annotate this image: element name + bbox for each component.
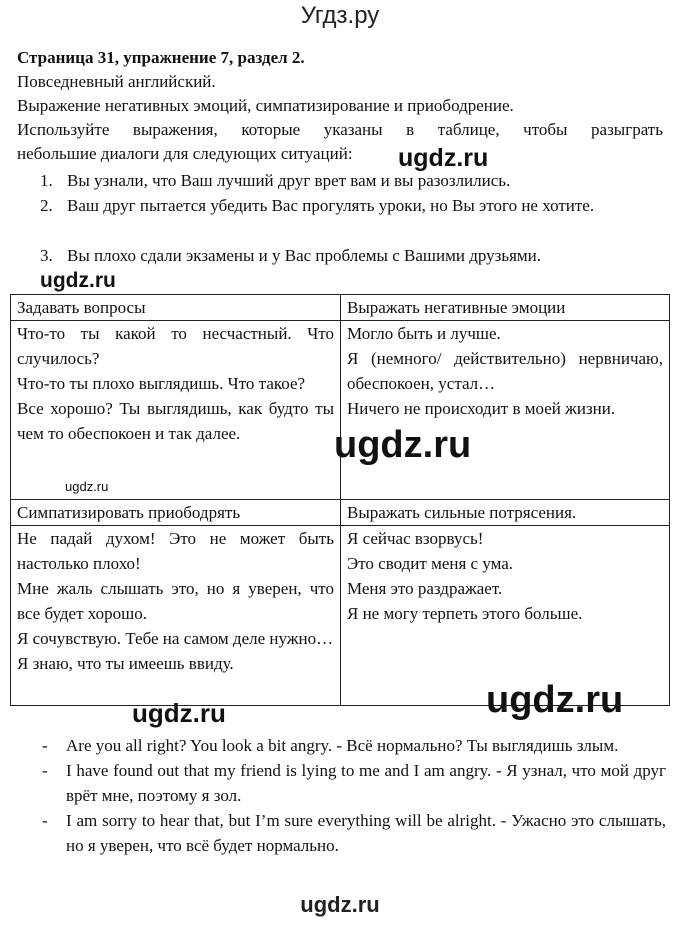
cell-questions: [11, 321, 341, 500]
phrase: Мне жаль слышать это, но я уверен, что все будет хорошо.: [17, 579, 334, 623]
task-instruction-line2: небольшие диалоги для следующих ситуаций:: [17, 144, 353, 163]
phrase: Все хорошо? Ты выглядишь, как будто ты чем то обеспокоен и так далее.: [17, 399, 334, 443]
dialog-text: I am sorry to hear that, but I’m sure everything will be alright. - Ужасно это слышать, но я уверен, что всё будет нормально.: [66, 811, 666, 855]
phrase: Я сочувствую. Тебе на самом деле нужно…: [17, 629, 334, 648]
header-ask-questions: Задавать вопросы: [11, 295, 341, 321]
phrase: Что-то ты плохо выглядишь. Что такое?: [17, 374, 306, 393]
situation-text: Вы плохо сдали экзамены и у Вас проблемы с Вашими друзьями.: [67, 246, 542, 265]
dialog-text: Are you all right? You look a bit angry. - Всё нормально? Ты выглядишь злым.: [66, 736, 619, 755]
situation-text: Ваш друг пытается убедить Вас прогулять уроки, но Вы этого не хотите.: [67, 196, 595, 215]
situation-number: 3.: [40, 246, 53, 265]
phrase: Могло быть и лучше.: [347, 324, 501, 343]
watermark: ugdz.ru: [65, 479, 109, 494]
dialog-item: [42, 758, 666, 808]
watermark: ugdz.ru: [486, 679, 624, 721]
situation-item: [40, 243, 666, 268]
phrases-table: [10, 294, 670, 706]
situation-item: [40, 193, 666, 243]
page-footer: ugdz.ru: [300, 892, 380, 917]
header-sympathize: Симпатизировать приободрять: [11, 500, 341, 526]
phrase: Я сейчас взорвусь!: [347, 529, 484, 548]
cell-sympathize: [11, 526, 341, 706]
watermark: ugdz.ru: [40, 269, 116, 292]
situation-number: 2.: [40, 196, 53, 215]
task-instruction-line1: Используйте выражения, которые указаны в таблице, чтобы разыграть: [17, 120, 663, 139]
header-negative-emotions: Выражать негативные эмоции: [341, 295, 670, 321]
table-header-row: [11, 295, 670, 321]
phrase: Ничего не происходит в моей жизни.: [347, 399, 616, 418]
situation-text: Вы узнали, что Ваш лучший друг врет вам и вы разозлились.: [67, 171, 511, 190]
table-header-row: [11, 500, 670, 526]
dialog-item: [42, 808, 666, 858]
exercise-subtitle: Повседневный английский.: [17, 72, 216, 91]
dialog-dash: -: [42, 736, 48, 755]
watermark: ugdz.ru: [398, 144, 489, 172]
phrase: Я (немного/ действительно) нервничаю, обеспокоен, устал…: [347, 349, 663, 393]
dialog-text: I have found out that my friend is lying to me and I am angry. - Я узнал, что мой друг врёт мне, поэтому я зол.: [66, 761, 666, 805]
table-row: [11, 321, 670, 500]
watermark: ugdz.ru: [132, 698, 226, 728]
dialog-dash: -: [42, 761, 48, 780]
situation-number: 1.: [40, 171, 53, 190]
phrase: Не падай духом! Это не может быть настолько плохо!: [17, 529, 334, 573]
phrase: Что-то ты какой то несчастный. Что случилось?: [17, 324, 334, 368]
header-strong-shock: Выражать сильные потрясения.: [341, 500, 670, 526]
exercise-heading: Страница 31, упражнение 7, раздел 2.: [17, 48, 305, 67]
dialog-item: [42, 733, 666, 758]
exercise-topic: Выражение негативных эмоций, симпатизирование и приободрение.: [17, 96, 514, 115]
site-title: Угдз.ру: [300, 2, 380, 29]
phrase: Я не могу терпеть этого больше.: [347, 604, 583, 623]
phrase: Я знаю, что ты имеешь ввиду.: [17, 654, 234, 673]
dialog-dash: -: [42, 811, 48, 830]
phrase: Меня это раздражает.: [347, 579, 503, 598]
watermark: ugdz.ru: [334, 424, 472, 466]
situations-list: [40, 168, 666, 268]
situation-item: [40, 168, 666, 193]
cell-negative-emotions: [341, 321, 670, 500]
dialog-list: [42, 733, 666, 858]
phrase: Это сводит меня с ума.: [347, 554, 514, 573]
